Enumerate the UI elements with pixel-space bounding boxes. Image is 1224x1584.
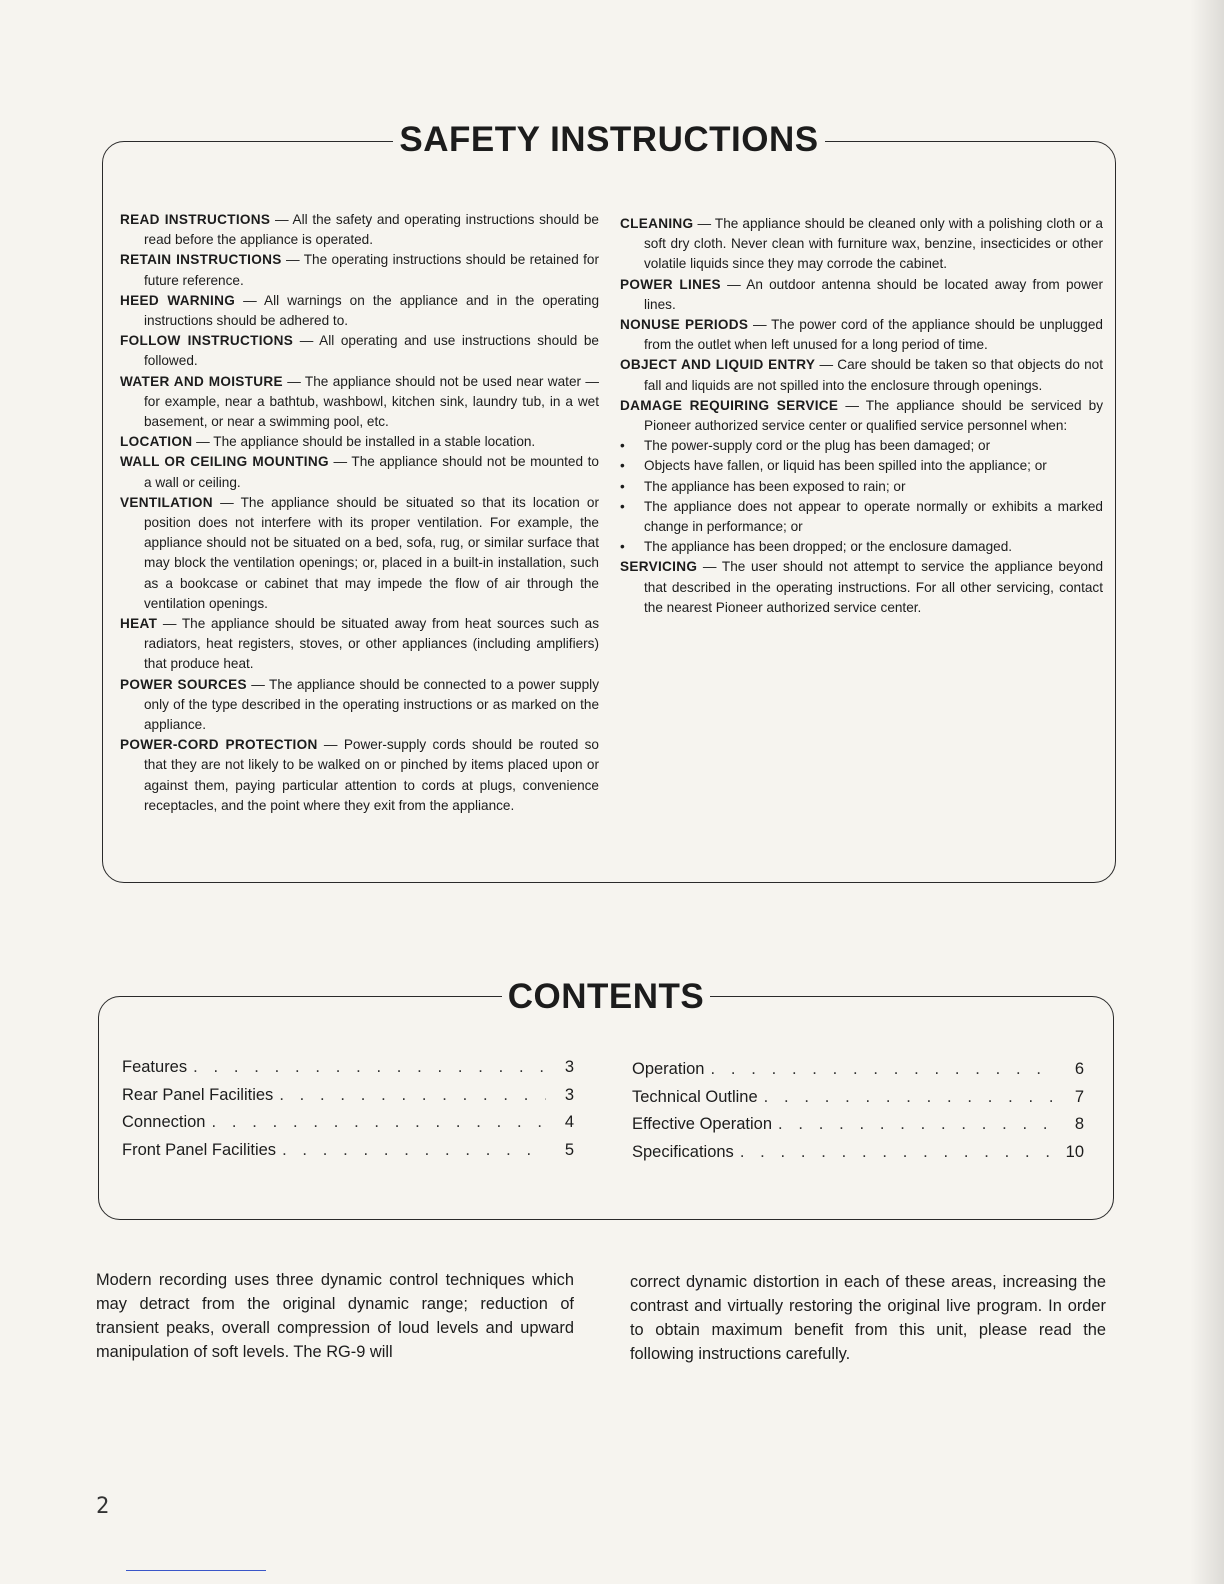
toc-right-column — [632, 1056, 1084, 1166]
bottom-divider — [126, 1570, 266, 1571]
bullet-icon: • — [620, 539, 625, 555]
safety-title: SAFETY INSTRUCTIONS — [103, 122, 1115, 157]
toc-entry[interactable]: Technical Outline . . . 7 — [632, 1084, 1084, 1112]
safety-item: LOCATION — The appliance should be installed in a stable location. — [120, 434, 536, 450]
safety-item: POWER-CORD PROTECTION — Power-supply cords should be routed so that they are not likely to be walked on or pinched by items placed upon or against them, paying particular attention to cords at plugs, convenience receptacles, and the point where they exit from the appliance. — [120, 737, 599, 813]
safety-item: HEED WARNING — All warnings on the appliance and in the operating instructions should be adhered to. — [120, 292, 600, 329]
service-condition-bullet: • The power-supply cord or the plug has been damaged; or — [620, 436, 1103, 456]
page-number: 2 — [96, 1494, 110, 1519]
safety-item: FOLLOW INSTRUCTIONS — All operating and use instructions should be followed. — [120, 333, 599, 369]
safety-item: SERVICING — The user should not attempt to service the appliance beyond that described in the operating instructions. For all other servicing, contact the nearest Pioneer authorized service center. — [620, 559, 1103, 615]
toc-entry[interactable]: Effective Operation . . . 8 — [632, 1111, 1084, 1139]
safety-item: NONUSE PERIODS — The power cord of the appliance should be unplugged from the outlet when left unused for a long period of time. — [620, 317, 1103, 353]
safety-item: WATER AND MOISTURE — The appliance should not be used near water — for example, near a bathtub, washbowl, kitchen sink, laundry tub, in a wet basement, or near a swimming pool, etc. — [120, 373, 599, 430]
safety-item: POWER LINES — An outdoor antenna should be located away from power lines. — [620, 276, 1103, 312]
safety-item: WALL OR CEILING MOUNTING — The appliance should not be mounted to a wall or ceiling. — [120, 454, 599, 490]
intro-paragraph-left: Modern recording uses three dynamic control techniques which may detract from the original dynamic range; reduction of transient peaks, overall compression of loud levels and upward manipulation of soft levels. The RG-9 will — [96, 1271, 574, 1361]
safety-left-column — [120, 210, 599, 816]
safety-right-column — [620, 214, 1103, 618]
toc-entry[interactable]: Rear Panel Facilities . . . 3 — [122, 1082, 574, 1110]
bullet-icon: • — [620, 498, 625, 514]
service-condition-bullet: • The appliance has been exposed to rain; or — [620, 477, 1103, 497]
safety-item: CLEANING — The appliance should be cleaned only with a polishing cloth or a soft dry cloth. Never clean with furniture wax, benzine, insecticides or other volatile liquids since they may corrode the cabinet. — [620, 216, 1103, 272]
page-edge-shadow — [1190, 0, 1224, 1584]
service-condition-bullet: • The appliance does not appear to operate normally or exhibits a marked change in performance; or — [620, 498, 1103, 535]
toc-entry[interactable]: Features . . . 3 — [122, 1054, 574, 1082]
toc-entry[interactable]: Operation . . . 6 — [632, 1056, 1084, 1084]
toc-entry[interactable]: Front Panel Facilities . . . 5 — [122, 1137, 574, 1165]
bullet-icon: • — [620, 478, 625, 494]
intro-paragraph-right: correct dynamic distortion in each of these areas, increasing the contrast and virtually restoring the original live program. In order to obtain maximum benefit from this unit, please read the following instructions carefully. — [630, 1273, 1106, 1363]
safety-item: POWER SOURCES — The appliance should be connected to a power supply only of the type described in the operating instructions or as marked on the appliance. — [120, 676, 599, 733]
safety-item: OBJECT AND LIQUID ENTRY — Care should be taken so that objects do not fall and liquids are not spilled into the enclosure through openings. — [620, 357, 1103, 393]
contents-title: CONTENTS — [99, 979, 1113, 1014]
bullet-icon: • — [620, 458, 625, 474]
safety-item: HEAT — The appliance should be situated away from heat sources such as radiators, heat registers, stoves, or other appliances (including amplifiers) that produce heat. — [120, 616, 599, 672]
toc-entry[interactable]: Connection . . . 4 — [122, 1109, 574, 1137]
toc-left-column — [122, 1054, 574, 1164]
safety-item: READ INSTRUCTIONS — All the safety and operating instructions should be read before the appliance is operated. — [120, 212, 599, 248]
bullet-icon: • — [620, 438, 625, 454]
safety-item: VENTILATION — The appliance should be situated so that its location or position does not interfere with its proper ventilation. For example, the appliance should not be situated on a bed, sofa, rug, or similar surface that may block the ventilation openings; or, placed in a built-in installation, such as a bookcase or cabinet that may impede the flow of air through the ventilation openings. — [120, 494, 599, 611]
safety-item: DAMAGE REQUIRING SERVICE — The appliance should be serviced by Pioneer authorized service center or qualified service personnel when: — [620, 397, 1104, 434]
toc-entry[interactable]: Specifications . . . 10 — [632, 1139, 1084, 1167]
safety-item: RETAIN INSTRUCTIONS — The operating instructions should be retained for future reference. — [120, 252, 599, 288]
service-condition-bullet: • The appliance has been dropped; or the enclosure damaged. — [620, 537, 1103, 557]
service-condition-bullet: • Objects have fallen, or liquid has been spilled into the appliance; or — [620, 456, 1103, 476]
